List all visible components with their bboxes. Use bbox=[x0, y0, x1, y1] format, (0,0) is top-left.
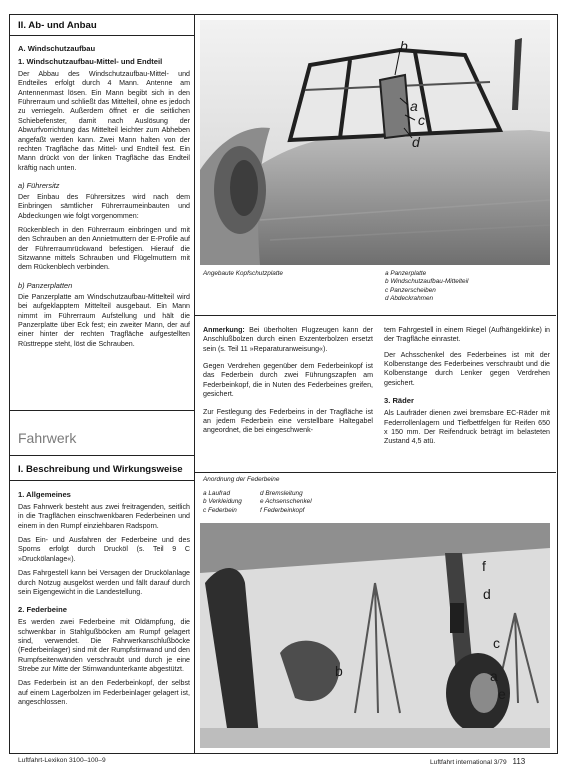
legend-item: c Panzerscheiben bbox=[385, 286, 436, 294]
section-rule bbox=[9, 455, 194, 456]
subheading-allgemeines: 1. Allgemeines bbox=[18, 490, 71, 499]
fahrwerk-heading: Fahrwerk bbox=[18, 430, 77, 446]
anmerkung-label: Anmerkung: bbox=[203, 326, 245, 334]
callout-d: d bbox=[412, 134, 420, 150]
anmerkung-text: Bei überholten Flugzeugen kann der Anschlußbolzen durch einen Exzenterbolzen ersetzt sein (s. Teil 11 »Reparaturanweisung«). bbox=[203, 326, 373, 353]
figure-1-caption: Angebaute Kopfschutzplatte bbox=[203, 270, 283, 277]
legend-item: d Abdeckrahmen bbox=[385, 294, 434, 302]
legend-item: a Panzerplatte bbox=[385, 270, 427, 277]
legend-item: a Laufrad bbox=[203, 490, 231, 497]
left-text-block-3 bbox=[18, 490, 190, 712]
paragraph: Der Achsschenkel des Federbeines ist mit der Kolbenstange des Federbeines verschraubt und die Kolbenstange durch Lenker gegen Verdrehen gesichert. bbox=[384, 350, 550, 387]
paragraph: Das Ein- und Ausfahren der Federbeine und des Sporns erfolgt durch Drucköl (s. Teil 9 C »Druckölanlage«). bbox=[18, 536, 190, 563]
callout-b: b bbox=[400, 38, 408, 54]
legend-item: d Bremsleitung bbox=[260, 490, 303, 497]
heading-rule bbox=[9, 480, 194, 481]
legend-item: b Verkleidung bbox=[203, 498, 242, 506]
footer-right bbox=[430, 757, 525, 766]
paragraph: Als Laufräder dienen zwei bremsbare EC-Räder mit Federrollenlagern und Tiefbettfelgen für Reifen 650 x 150 mm. Der Reifendruck beträgt im belasteten Zustand 4,5 atü. bbox=[384, 409, 550, 446]
figure-rule bbox=[194, 315, 556, 316]
page-number: 113 bbox=[512, 757, 526, 766]
figure-2-legend-col-2 bbox=[260, 490, 312, 515]
figure-2-title: Anordnung der Federbeine bbox=[203, 476, 280, 483]
paragraph: Zur Festlegung des Federbeins in der Tragfläche ist an jedem Federbein eine verstellbare Haltegabel angeordnet, die bei eingeschwenk- bbox=[203, 407, 373, 435]
paragraph: tem Fahrgestell in einem Riegel (Aufhängeklinke) in der Tragfläche einrastet. bbox=[384, 326, 550, 344]
subheading-fuehrersitz: a) Führersitz bbox=[18, 180, 60, 190]
section-heading-2: I. Beschreibung und Wirkungsweise bbox=[18, 464, 183, 475]
paragraph: Das Fahrwerk besteht aus zwei freitragenden, seitlich in die Tragflächen einschwenkbaren Federbeinen und einem in den Rumpf einziehbaren Radsporn. bbox=[18, 503, 190, 530]
callout-a: a bbox=[490, 668, 498, 684]
callout-c: c bbox=[493, 635, 500, 651]
aircraft-canopy-photo bbox=[200, 20, 550, 265]
anmerkung-paragraph bbox=[203, 326, 373, 354]
paragraph: Es werden zwei Federbeine mit Oldämpfung, die schwenkbar in Stahlgußböcken am Rumpf gelagert sind, verwendet. Die Fahrwerkanschlußböcke (Federbeinlager) sind mit der Rumpfstirnwand und den Rumpfseitenwänden verschraubt und durch je eine Strebe zur Mitte der Stirnwandunterkante abgestützt. bbox=[18, 618, 190, 674]
callout-d: d bbox=[483, 586, 491, 602]
figure-1-legend bbox=[385, 270, 468, 303]
subheading-mittel-endteil: 1. Windschutzaufbau-Mittel- und Endteil bbox=[18, 57, 163, 66]
footer-publication: Luftfahrt international 3/79 bbox=[430, 759, 507, 766]
heading-rule bbox=[9, 35, 194, 36]
callout-b: b bbox=[335, 663, 343, 679]
section-rule bbox=[9, 410, 194, 411]
subheading-panzerplatten: b) Panzerplatten bbox=[18, 280, 73, 290]
figure-kopfschutzplatte bbox=[200, 20, 550, 265]
paragraph: Rückenblech in den Führerraum einbringen und mit den Schrauben an den Annietmuttern der E-Profile auf der Führerraumrückwand befestigen. Hierauf die Sitzwanne mittels Schrauben und Flügelmuttern mit dem Rückenblech verbinden. bbox=[18, 226, 190, 272]
column-divider bbox=[194, 14, 195, 753]
callout-a: a bbox=[410, 98, 418, 114]
subheading-federbeine: 2. Federbeine bbox=[18, 605, 67, 615]
middle-column bbox=[203, 326, 373, 441]
subheading-raeder: 3. Räder bbox=[384, 396, 414, 406]
legend-item: c Federbein bbox=[203, 506, 237, 514]
left-text-block-1 bbox=[18, 44, 190, 354]
left-text-block-2 bbox=[18, 464, 190, 475]
section-heading: II. Ab- und Anbau bbox=[18, 20, 97, 31]
paragraph: Das Federbein ist an den Federbeinkopf, der selbst auf einem Lagerbolzen im Federbeinlager gelagert ist, angeschlossen. bbox=[18, 679, 190, 707]
callout-c: c bbox=[418, 112, 425, 128]
callout-e: e bbox=[498, 686, 506, 702]
right-column bbox=[384, 326, 550, 452]
paragraph: Die Panzerplatte am Windschutzaufbau-Mittelteil wird bei aufgeklapptem Mittelteil ausgebaut. Ein Mann nimmt im Führerraum Aufstellung und hält die Panzerplatte über Eck fest; ein zweiter Mann, der auf einer hinter der rechten Tragfläche aufgestellten Rüsttreppe steht, löst die Schrauben. bbox=[18, 292, 190, 348]
paragraph: Gegen Verdrehen gegenüber dem Federbeinkopf ist das Federbein durch zwei Führungszapfen am Federbeinkopf, die in Nuten des Federbeines greifen, gesichert. bbox=[203, 362, 373, 399]
paragraph: Der Abbau des Windschutzaufbau-Mittel- und Endteiles erfolgt durch 4 Mann. Antenne am Antennenmast lösen. Ein Mann begibt sich in den Führerraum und schließt das Mittelteil, ohne es jedoch zu verriegeln. Außerdem öffnet er die seitlichen Schiebefenster, damit nach Auslösung der Abwurfvorrichtung das Mittelteil leichter zum Abheben angefaßt werden kann. Zwei Mann halten von der rechten Tragfläche das Mittel- und Endteil fest. Ein Mann drückt von der linken Tragfläche das Endteil kräftig nach unten. bbox=[18, 70, 190, 172]
paragraph: Das Fahrgestell kann bei Versagen der Druckölanlage durch Notzug ausgelöst werden und fällt darauf durch sein Eigengewicht in die Landestellung. bbox=[18, 569, 190, 596]
footer-left: Luftfahrt-Lexikon 3100–100–9 bbox=[18, 757, 106, 764]
subheading-windschutzaufbau: A. Windschutzaufbau bbox=[18, 44, 96, 53]
callout-f: f bbox=[482, 558, 486, 574]
figure-federbeine bbox=[200, 523, 550, 748]
figure-2-rule bbox=[194, 472, 556, 473]
figure-2-legend-col-1 bbox=[203, 490, 242, 515]
legend-item: f Federbeinkopf bbox=[260, 506, 305, 514]
legend-item: e Achsenschenkel bbox=[260, 498, 312, 506]
paragraph: Der Einbau des Führersitzes wird nach dem Einbringen sämtlicher Führerraumeinbauten und Abdeckungen wie folgt vorgenommen: bbox=[18, 192, 190, 220]
legend-item: b Windschutzaufbau-Mittelteil bbox=[385, 278, 469, 286]
